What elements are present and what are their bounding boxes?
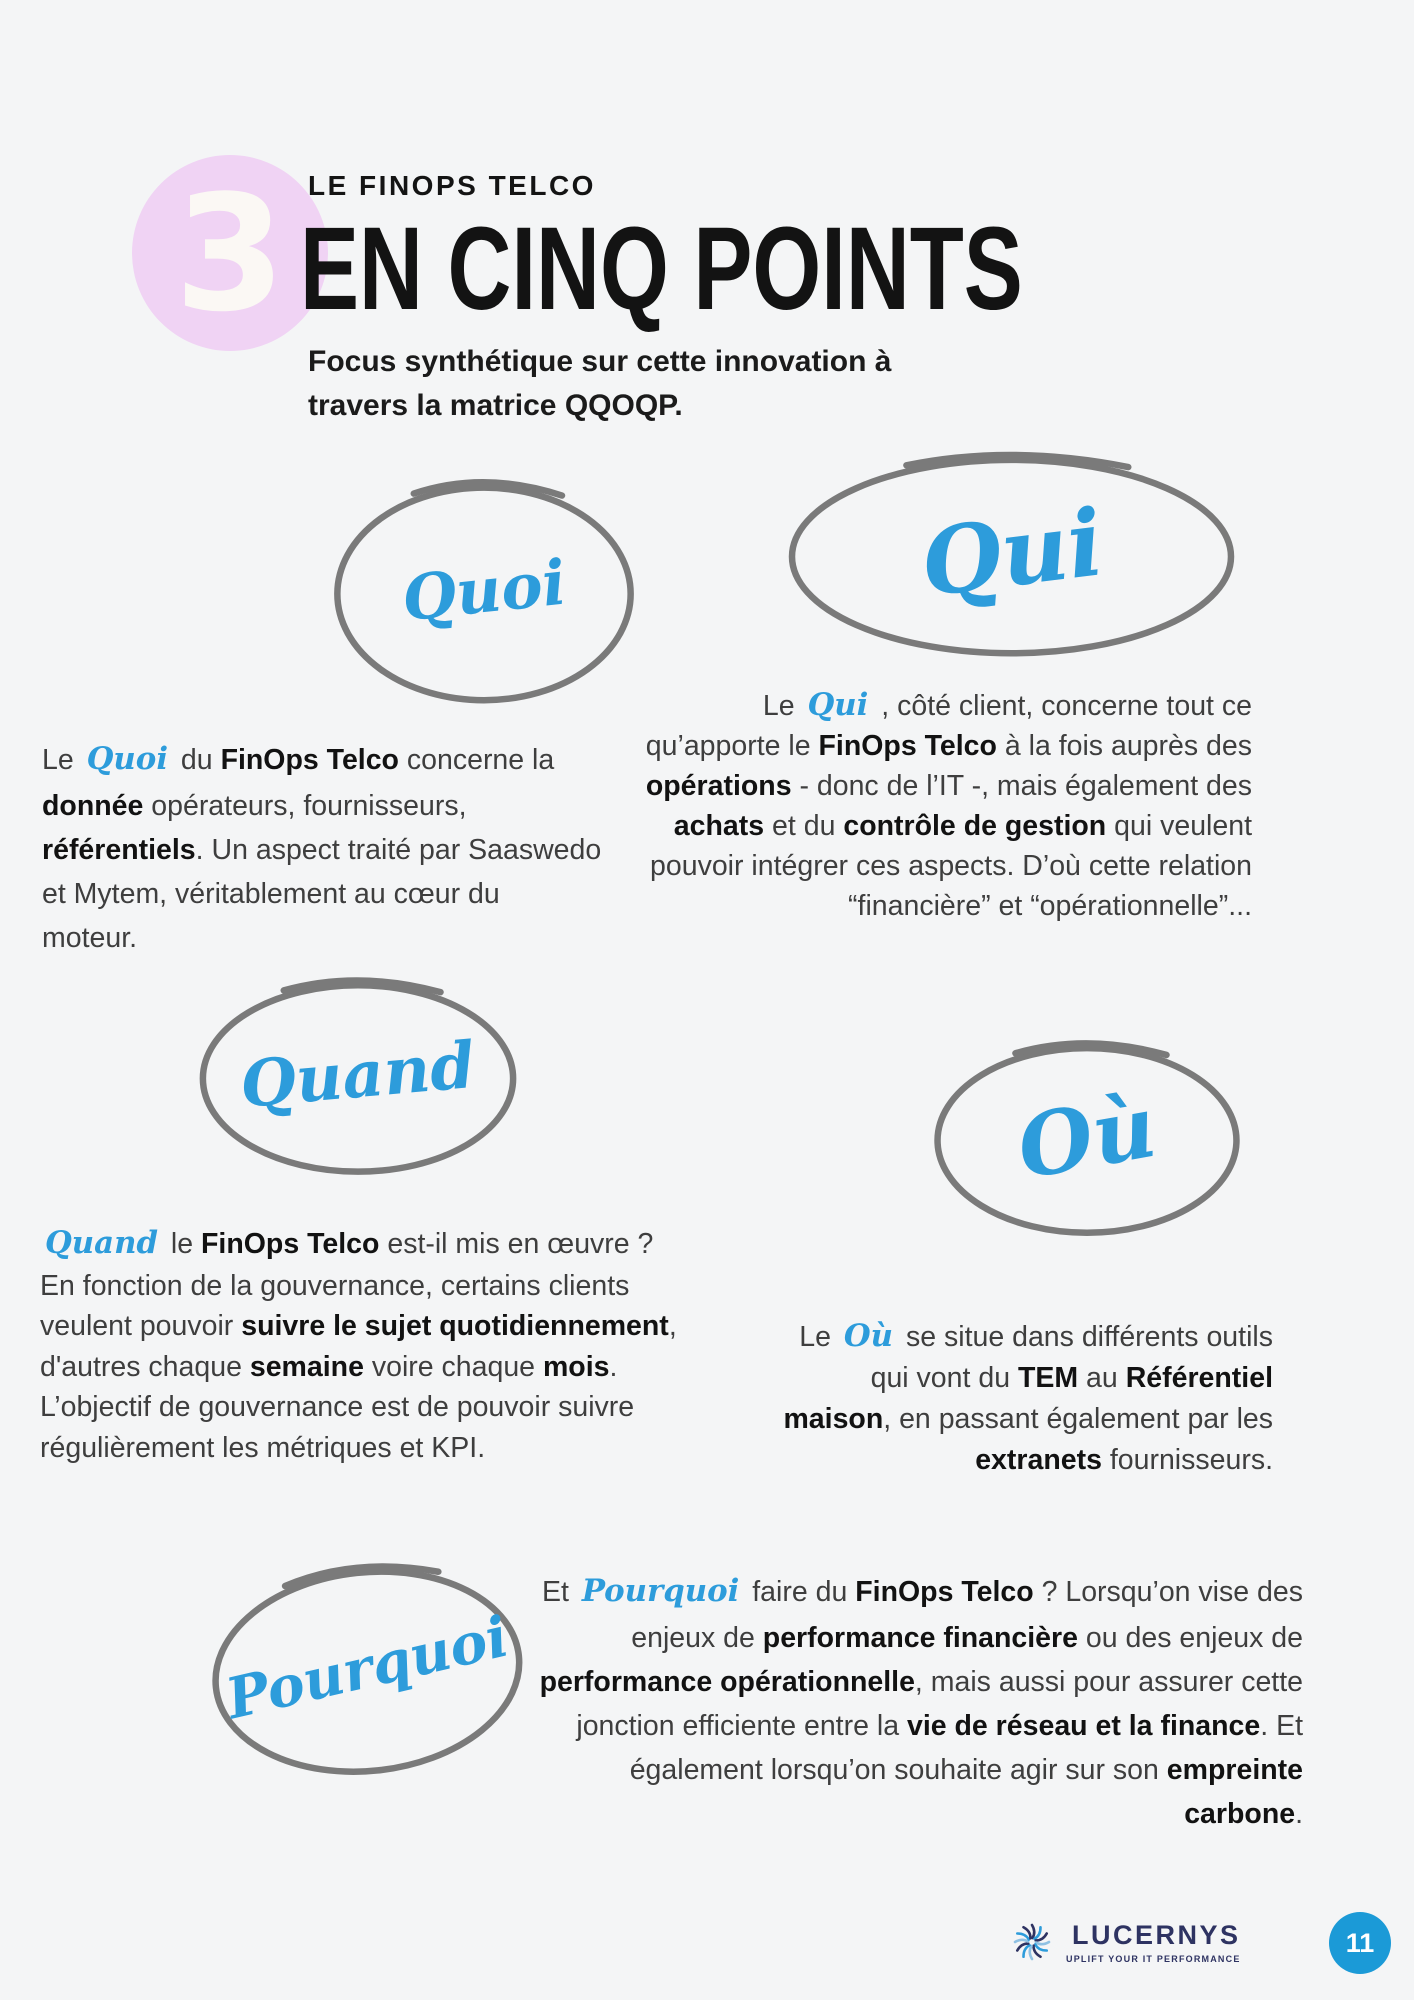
paragraph-ou: Le Où se situe dans différents outils qui vont du TEM au Référentiel maison, en passant également par les extranets fournisseurs. [783, 1318, 1273, 1477]
circle-quand [193, 968, 523, 1182]
section-number: 3 [174, 159, 286, 347]
circle-label-qui: Qui [914, 488, 1109, 618]
paragraph-qui: Le Qui , côté client, concerne tout ce qu’apporte le FinOps Telco à la fois auprès des opérations - donc de l’IT -, mais également des achats et du contrôle de gestion qui veulent pouvoir intégrer ces aspects. D’où cette relation “financière” et “opérationnelle”... [645, 687, 1252, 922]
page-number: 11 [1345, 1927, 1375, 1958]
circle-label-ou: Où [1010, 1075, 1164, 1199]
circle-pourquoi [194, 1538, 540, 1799]
brand-name: LUCERNYS [1072, 1920, 1241, 1950]
circle-label-quand: Quand [237, 1027, 479, 1123]
page-number-badge [1329, 1912, 1391, 1974]
paragraph-quoi: Le Quoi du FinOps Telco concerne la donnée opérateurs, fournisseurs, référentiels. Un aspect traité par Saaswedo et Mytem, véritablement au cœur du moteur. [42, 741, 602, 955]
circle-label-pourquoi: Pourquoi [219, 1603, 515, 1733]
kicker-title: LE FINOPS TELCO [308, 170, 596, 201]
brand-text-block [1066, 1920, 1241, 1964]
circle-ou [928, 1031, 1246, 1243]
paragraph-quand: Quand le FinOps Telco est-il mis en œuvre ? En fonction de la gouvernance, certains clients veulent pouvoir suivre le sujet quotidiennement, d'autres chaque semaine voire chaque mois. L’objectif de gouvernance est de pouvoir suivre régulièrement les métriques et KPI. [40, 1225, 677, 1464]
circle-quoi [328, 468, 640, 712]
paragraph-pourquoi: Et Pourquoi faire du FinOps Telco ? Lorsqu’on vise des enjeux de performance financière ou des enjeux de performance opérationnelle, mais aussi pour assurer cette jonction efficiente entre la vie de réseau et la finance. Et également lorsqu’on souhaite agir sur son empreinte carbone. [539, 1573, 1303, 1831]
section-number-badge [132, 155, 328, 351]
pinwheel-logo-icon [1008, 1918, 1056, 1966]
brand-tagline: UPLIFT YOUR IT PERFORMANCE [1066, 1954, 1241, 1964]
lucernys-logo [1008, 1918, 1241, 1966]
page-title: EN CINQ POINTS [300, 203, 1023, 335]
page-subtitle: Focus synthétique sur cette innovation à travers la matrice QQOQP. [308, 345, 892, 422]
circle-qui [778, 442, 1245, 664]
circle-label-quoi: Quoi [398, 545, 570, 635]
